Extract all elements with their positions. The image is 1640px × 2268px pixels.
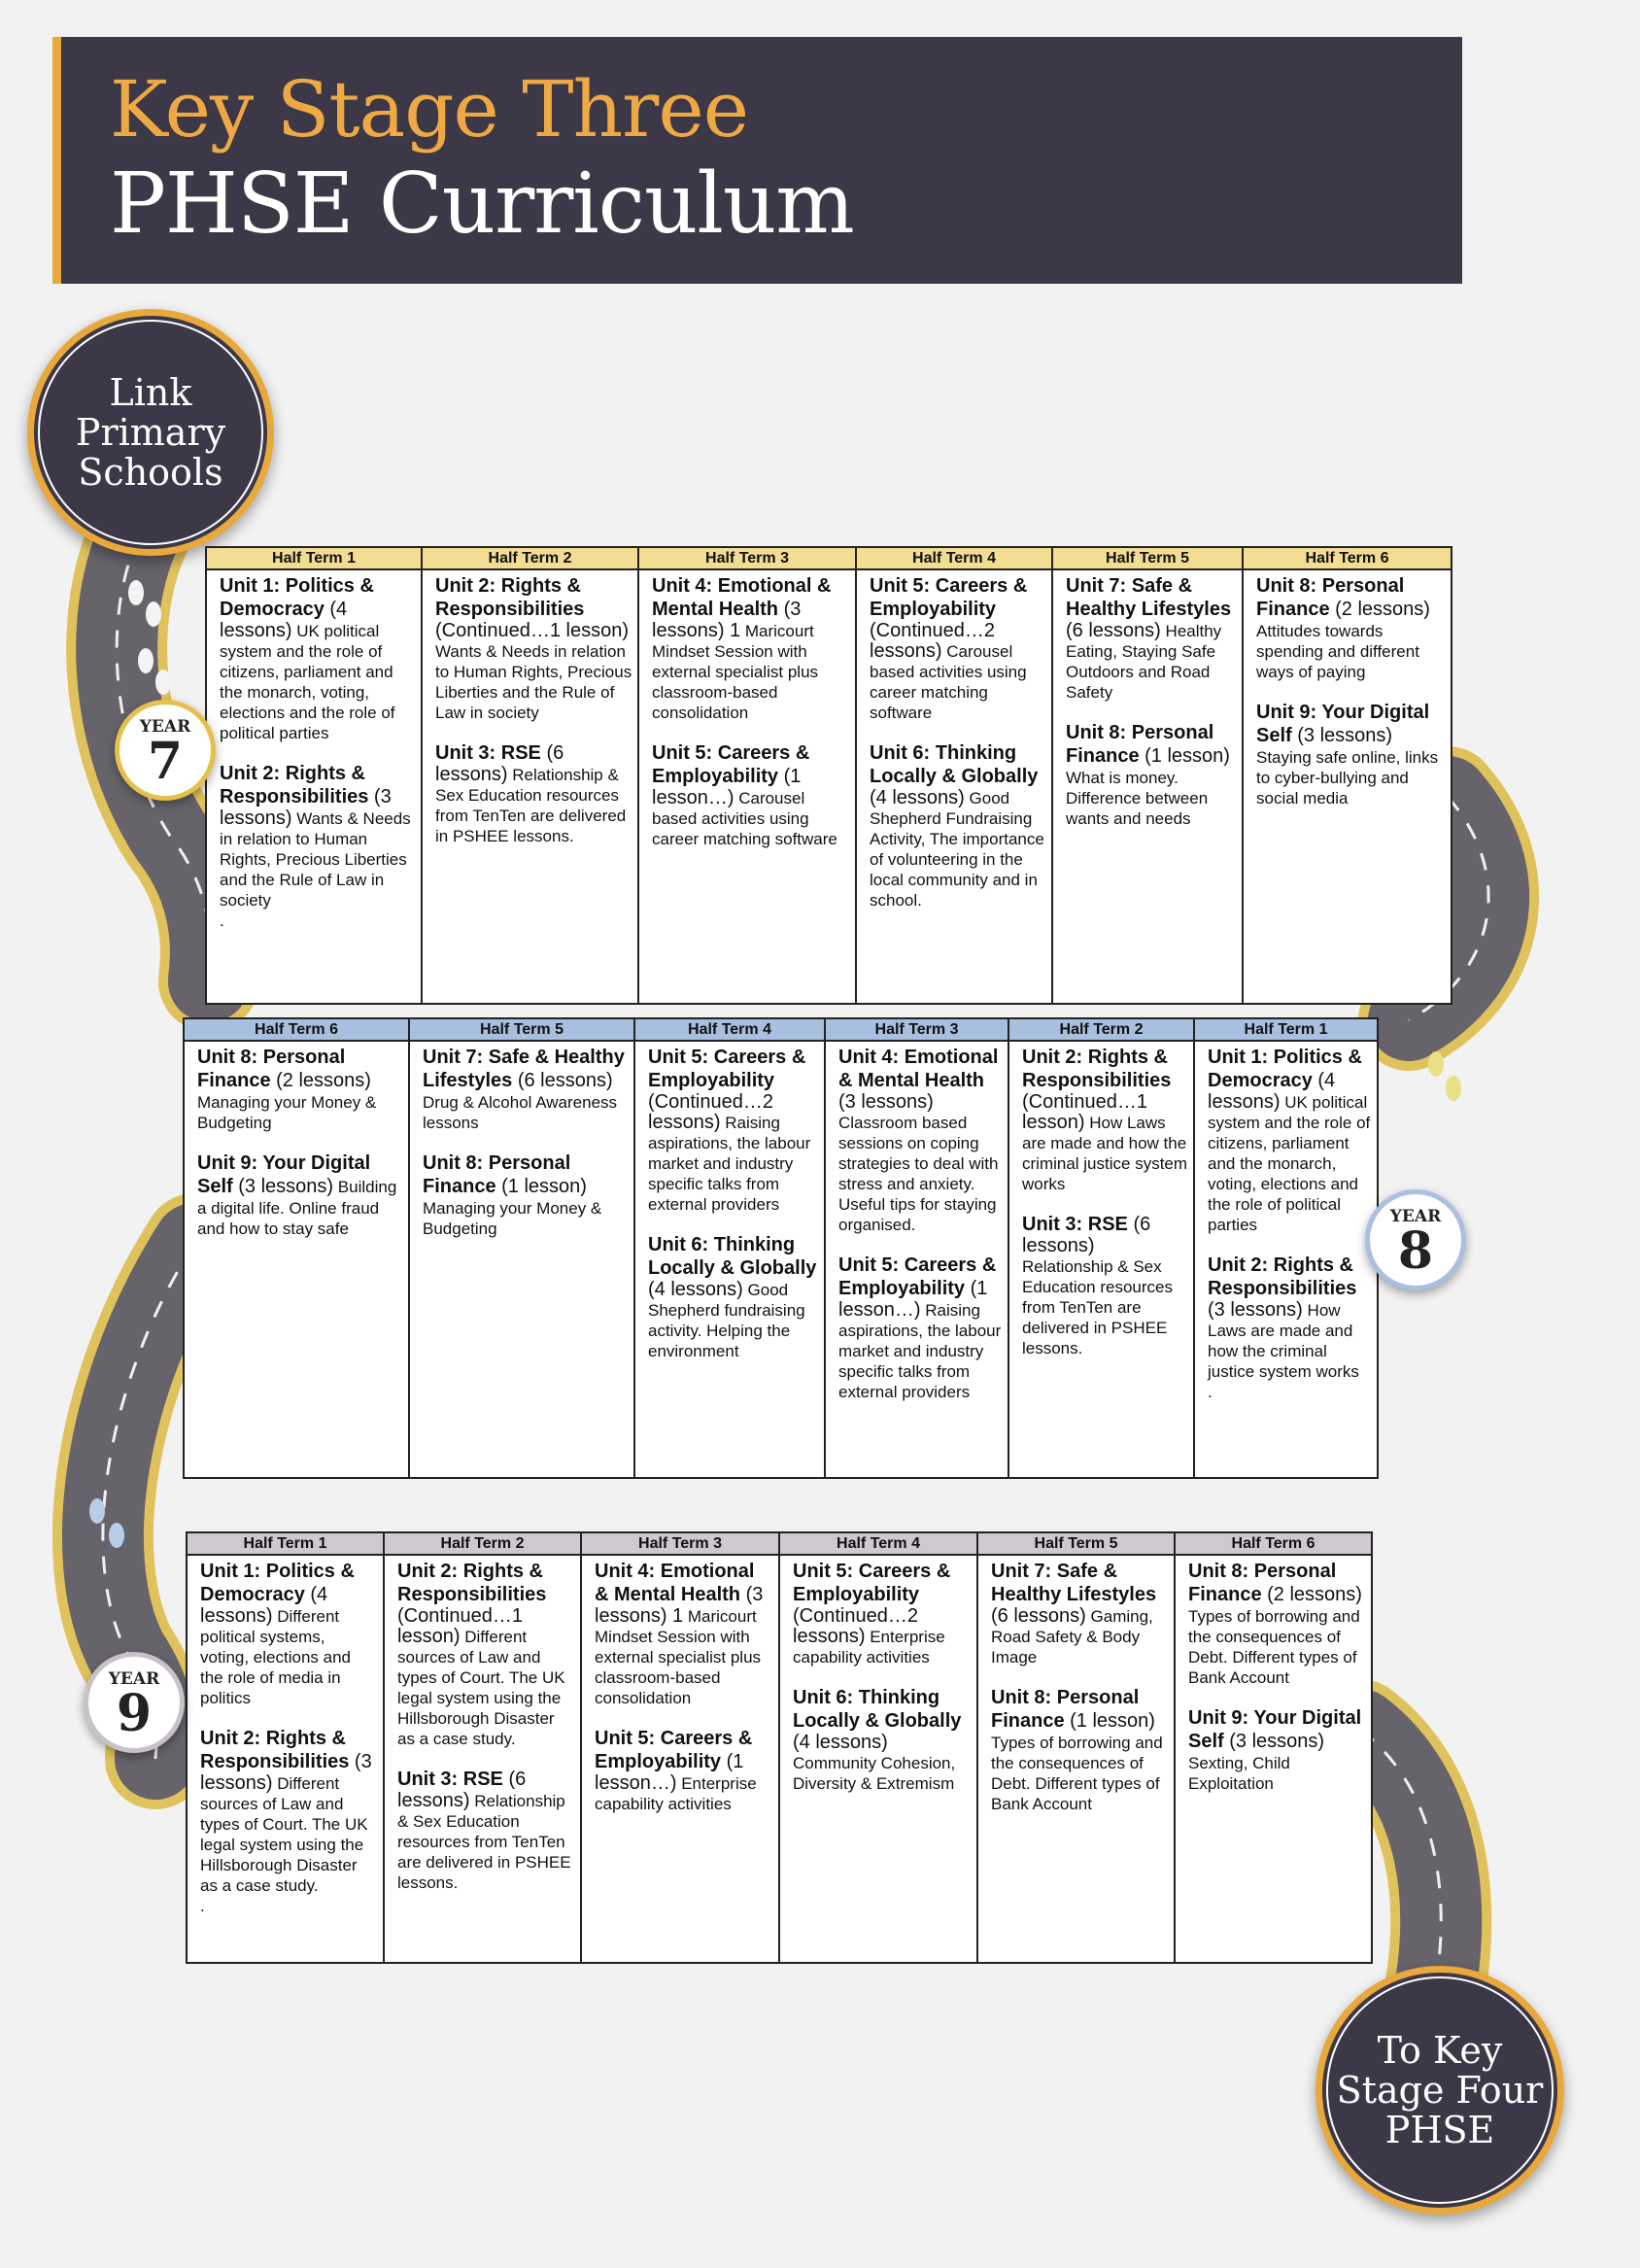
unit-lessons: (4 lessons): [793, 1732, 888, 1753]
unit-lessons: (Continued…1 lesson): [1022, 1091, 1147, 1133]
unit-lessons: (3 lessons): [232, 1176, 334, 1197]
unit-entry: [1188, 1706, 1366, 1794]
unit-title: Unit 2: Rights & Responsibilities: [435, 575, 585, 620]
unit-entry: [838, 1254, 1003, 1402]
unit-lessons: (6 lessons): [512, 1070, 613, 1091]
unit-description: Raising aspirations, the labour market and industry specific talks from external providers: [648, 1114, 811, 1214]
half-term-cell: [638, 569, 856, 1004]
half-term-cell: [1175, 1555, 1372, 1963]
unit-description: Different political systems, voting, elections and the role of media in politics: [200, 1607, 351, 1707]
unit-entry: [423, 1151, 629, 1239]
year-8-table: [183, 1017, 1379, 1479]
unit-entry: [1022, 1213, 1188, 1358]
unit-description: How Laws are made and how the criminal justice system works: [1022, 1114, 1188, 1193]
unit-description: Building a digital life. Online fraud and how to stay safe: [197, 1178, 397, 1238]
unit-title: Unit 9: Your Digital Self: [1256, 702, 1430, 746]
half-term-header: Half Term 3: [638, 547, 856, 569]
unit-entry: [870, 741, 1046, 911]
unit-title: Unit 5: Careers & Employability: [652, 742, 810, 787]
unit-description: Different sources of Law and types of Court. The UK legal system using the Hillsborough Disaster as a case study.: [200, 1774, 368, 1895]
half-term-cell: [409, 1041, 634, 1478]
unit-description: UK political system and the role of citizens, parliament and the monarch, voting, elections and the role of political parties: [220, 622, 395, 742]
unit-entry: [652, 741, 850, 849]
half-term-cell: [825, 1041, 1008, 1478]
half-term-header: Half Term 2: [422, 547, 638, 569]
unit-lessons: (Continued…2 lessons): [870, 620, 995, 662]
footprints-icon: [1428, 1051, 1461, 1101]
unit-title: Unit 8: Personal Finance: [197, 1047, 346, 1091]
unit-description: Gaming, Road Safety & Body Image: [991, 1607, 1153, 1667]
year-9-badge: YEAR 9: [84, 1652, 185, 1753]
year-9-table: [186, 1531, 1373, 1964]
unit-lessons: (6 lessons): [1022, 1214, 1151, 1256]
unit-lessons: (1 lesson…): [838, 1278, 988, 1321]
unit-entry: [397, 1560, 575, 1749]
unit-lessons: (3 lessons): [1291, 725, 1393, 746]
unit-description: Healthy Eating, Staying Safe Outdoors and Road Safety: [1066, 622, 1222, 702]
unit-entry: [1208, 1046, 1372, 1235]
unit-lessons: (3 lessons): [1223, 1731, 1325, 1752]
unit-title: Unit 6: Thinking Locally & Globally: [648, 1234, 817, 1279]
unit-lessons: (2 lessons): [270, 1070, 371, 1091]
unit-description: Types of borrowing and the consequences of Debt. Different types of Bank Account: [1188, 1607, 1360, 1687]
unit-lessons: (4 lessons): [220, 599, 348, 641]
unit-title: Unit 2: Rights & Responsibilities: [200, 1728, 350, 1772]
unit-title: Unit 4: Emotional & Mental Health: [652, 575, 832, 620]
unit-entry: [435, 574, 632, 723]
unit-entry: [595, 1727, 773, 1814]
unit-entry: [220, 574, 416, 743]
unit-entry: [648, 1233, 819, 1361]
unit-lessons: (1 lesson): [1064, 1710, 1155, 1732]
half-term-header: Half Term 4: [856, 547, 1052, 569]
half-term-cell: [1194, 1041, 1378, 1478]
unit-entry: [200, 1727, 378, 1896]
unit-entry: [435, 741, 632, 846]
unit-entry: [1256, 701, 1446, 808]
unit-lessons: (4 lessons): [200, 1584, 328, 1627]
title-line-1: Key Stage Three: [110, 64, 749, 155]
unit-title: Unit 6: Thinking Locally & Globally: [870, 742, 1039, 787]
unit-title: Unit 7: Safe & Healthy Lifestyles: [423, 1047, 625, 1091]
unit-description: Raising aspirations, the labour market and industry specific talks from external providers: [838, 1301, 1002, 1401]
unit-lessons: (Continued…1 lesson): [435, 620, 629, 641]
unit-entry: [220, 911, 416, 931]
unit-entry: [200, 1896, 378, 1916]
unit-description: Carousel based activities using career matching software: [652, 789, 837, 848]
unit-lessons: (3 lessons): [220, 786, 392, 829]
unit-description: Managing your Money & Budgeting: [197, 1093, 377, 1132]
unit-description: Attitudes towards spending and different ways of paying: [1256, 622, 1419, 681]
unit-description: Different sources of Law and types of Court. The UK legal system using the Hillsborough Disaster as a case study.: [397, 1628, 565, 1748]
unit-entry: [793, 1686, 972, 1794]
unit-entry: [197, 1151, 403, 1239]
unit-title: Unit 8: Personal Finance: [423, 1152, 571, 1197]
half-term-header: Half Term 4: [779, 1532, 977, 1555]
unit-entry: [1208, 1382, 1372, 1402]
unit-title: Unit 3: RSE: [397, 1769, 503, 1790]
unit-lessons: (4 lessons): [870, 787, 965, 808]
link-primary-schools-circle: Link Primary Schools: [27, 309, 274, 556]
unit-description: .: [1208, 1383, 1213, 1401]
unit-lessons: (6 lessons): [435, 742, 564, 785]
unit-title: Unit 2: Rights & Responsibilities: [397, 1561, 547, 1605]
unit-title: Unit 5: Careers & Employability: [838, 1254, 997, 1299]
unit-lessons: (4 lessons): [648, 1279, 743, 1300]
half-term-cell: [634, 1041, 825, 1478]
unit-entry: [1022, 1046, 1188, 1194]
half-term-cell: [581, 1555, 779, 1963]
unit-title: Unit 6: Thinking Locally & Globally: [793, 1687, 962, 1732]
unit-lessons: (1 lesson): [495, 1176, 587, 1197]
unit-lessons: (2 lessons): [1261, 1584, 1362, 1605]
unit-entry: [1256, 574, 1446, 682]
unit-description: Drug & Alcohol Awareness lessons: [423, 1093, 618, 1132]
unit-lessons: (3 lessons) 1: [652, 599, 802, 641]
half-term-header: Half Term 6: [184, 1018, 409, 1041]
title-banner: [52, 37, 1462, 284]
half-term-cell: [384, 1555, 581, 1963]
unit-title: Unit 2: Rights & Responsibilities: [220, 763, 369, 808]
unit-title: Unit 5: Careers & Employability: [595, 1728, 753, 1772]
half-term-header: Half Term 3: [825, 1018, 1008, 1041]
unit-description: Good Shepherd fundraising activity. Helping the environment: [648, 1281, 805, 1360]
unit-lessons: (3 lessons): [200, 1751, 372, 1794]
half-term-header: Half Term 1: [1194, 1018, 1378, 1041]
unit-title: Unit 4: Emotional & Mental Health: [595, 1561, 755, 1605]
unit-title: Unit 9: Your Digital Self: [1188, 1707, 1362, 1752]
half-term-cell: [1008, 1041, 1194, 1478]
unit-title: Unit 9: Your Digital Self: [197, 1152, 371, 1197]
unit-description: How Laws are made and how the criminal justice system works: [1208, 1301, 1359, 1381]
unit-entry: [220, 762, 416, 911]
half-term-header: Half Term 5: [409, 1018, 634, 1041]
unit-title: Unit 3: RSE: [1022, 1214, 1128, 1235]
unit-description: UK political system and the role of citizens, parliament and the monarch, voting, elections and the role of political parties: [1208, 1093, 1371, 1234]
unit-lessons: (2 lessons): [1329, 599, 1430, 620]
unit-lessons: (4 lessons): [1208, 1070, 1336, 1113]
half-term-header: Half Term 6: [1175, 1532, 1372, 1555]
unit-title: Unit 1: Politics & Democracy: [200, 1561, 355, 1605]
unit-lessons: (Continued…2 lessons): [793, 1605, 918, 1647]
unit-description: Classroom based sessions on coping strategies to deal with stress and anxiety. Useful tips for staying organised.: [838, 1114, 999, 1234]
unit-entry: [648, 1046, 819, 1215]
unit-description: Maricourt Mindset Session with external specialist plus classroom-based consolidation: [652, 622, 819, 722]
unit-lessons: (6 lessons): [397, 1769, 527, 1811]
unit-title: Unit 1: Politics & Democracy: [220, 575, 374, 620]
half-term-cell: [1243, 569, 1452, 1004]
unit-entry: [652, 574, 850, 723]
unit-entry: [991, 1560, 1169, 1667]
unit-lessons: (1 lesson…): [652, 766, 802, 808]
unit-lessons: (3 lessons) 1: [595, 1584, 764, 1627]
unit-description: Wants & Needs in relation to Human Rights, Precious Liberties and the Rule of Law in society: [220, 809, 411, 910]
unit-description: Sexting, Child Exploitation: [1188, 1754, 1290, 1793]
unit-description: Wants & Needs in relation to Human Rights, Precious Liberties and the Rule of Law in society: [435, 642, 632, 722]
unit-description: .: [220, 911, 224, 930]
unit-description: .: [200, 1897, 205, 1915]
unit-entry: [1208, 1254, 1372, 1382]
half-term-cell: [779, 1555, 977, 1963]
unit-description: Enterprise capability activities: [595, 1774, 757, 1813]
half-term-header: Half Term 1: [187, 1532, 384, 1555]
year-8-badge: YEAR 8: [1365, 1189, 1466, 1290]
half-term-cell: [856, 569, 1052, 1004]
unit-entry: [423, 1046, 629, 1133]
unit-description: Relationship & Sex Education resources from TenTen are delivered in PSHEE lessons.: [435, 766, 627, 845]
unit-lessons: (Continued…1 lesson): [397, 1605, 523, 1647]
unit-entry: [1066, 574, 1237, 703]
unit-entry: [200, 1560, 378, 1708]
half-term-cell: [187, 1555, 384, 1963]
to-key-stage-four-circle: To Key Stage Four PHSE: [1315, 1966, 1564, 2215]
unit-title: Unit 2: Rights & Responsibilities: [1208, 1254, 1357, 1299]
year-7-badge: YEAR 7: [115, 700, 216, 801]
unit-title: Unit 2: Rights & Responsibilities: [1022, 1047, 1172, 1091]
unit-lessons: (3 lessons): [1208, 1299, 1303, 1321]
unit-entry: [1066, 721, 1237, 829]
half-term-header: Half Term 5: [1052, 547, 1243, 569]
unit-title: Unit 5: Careers & Employability: [793, 1561, 951, 1605]
unit-description: Staying safe online, links to cyber-bullying and social media: [1256, 748, 1439, 808]
unit-title: Unit 8: Personal Finance: [1066, 722, 1214, 767]
half-term-cell: [422, 569, 638, 1004]
unit-description: Relationship & Sex Education resources from TenTen are delivered in PSHEE lessons.: [397, 1792, 571, 1892]
unit-title: Unit 8: Personal Finance: [1188, 1561, 1337, 1605]
half-term-header: Half Term 5: [977, 1532, 1175, 1555]
unit-title: Unit 7: Safe & Healthy Lifestyles: [991, 1561, 1157, 1605]
unit-title: Unit 1: Politics & Democracy: [1208, 1047, 1362, 1091]
half-term-header: Half Term 2: [1008, 1018, 1194, 1041]
half-term-cell: [977, 1555, 1175, 1963]
unit-entry: [838, 1046, 1003, 1235]
unit-lessons: (6 lessons): [1066, 620, 1161, 641]
unit-lessons: (3 lessons): [838, 1091, 934, 1113]
unit-description: Managing your Money & Budgeting: [423, 1199, 602, 1238]
unit-description: What is money. Difference between wants and needs: [1066, 769, 1209, 828]
half-term-header: Half Term 1: [206, 547, 422, 569]
unit-description: Enterprise capability activities: [793, 1628, 945, 1667]
unit-entry: [1188, 1560, 1366, 1688]
half-term-cell: [184, 1041, 409, 1478]
unit-description: Community Cohesion, Diversity & Extremism: [793, 1754, 956, 1793]
half-term-header: Half Term 3: [581, 1532, 779, 1555]
half-term-header: Half Term 4: [634, 1018, 825, 1041]
unit-description: Types of borrowing and the consequences of Debt. Different types of Bank Account: [991, 1734, 1163, 1813]
unit-entry: [870, 574, 1046, 723]
year-7-table: [205, 546, 1452, 1005]
unit-entry: [397, 1768, 575, 1893]
half-term-header: Half Term 6: [1243, 547, 1452, 569]
unit-description: Maricourt Mindset Session with external specialist plus classroom-based consolidation: [595, 1607, 762, 1707]
unit-entry: [197, 1046, 403, 1133]
unit-title: Unit 5: Careers & Employability: [870, 575, 1028, 620]
unit-entry: [793, 1560, 972, 1667]
unit-lessons: (1 lesson): [1139, 745, 1230, 767]
unit-entry: [991, 1686, 1169, 1814]
unit-lessons: (Continued…2 lessons): [648, 1091, 773, 1133]
unit-title: Unit 5: Careers & Employability: [648, 1047, 806, 1091]
half-term-cell: [206, 569, 422, 1004]
unit-description: Relationship & Sex Education resources from TenTen are delivered in PSHEE lessons.: [1022, 1257, 1173, 1357]
title-line-2: PHSE Curriculum: [110, 155, 854, 253]
unit-entry: [595, 1560, 773, 1708]
unit-title: Unit 7: Safe & Healthy Lifestyles: [1066, 575, 1232, 620]
unit-title: Unit 8: Personal Finance: [991, 1687, 1140, 1732]
unit-description: Good Shepherd Fundraising Activity, The importance of volunteering in the local community and in school.: [870, 789, 1044, 910]
unit-title: Unit 4: Emotional & Mental Health: [838, 1047, 999, 1091]
unit-lessons: (6 lessons): [991, 1605, 1086, 1627]
unit-lessons: (1 lesson…): [595, 1751, 744, 1794]
unit-title: Unit 8: Personal Finance: [1256, 575, 1405, 620]
half-term-header: Half Term 2: [384, 1532, 581, 1555]
half-term-cell: [1052, 569, 1243, 1004]
unit-description: Carousel based activities using career matching software: [870, 642, 1027, 722]
unit-title: Unit 3: RSE: [435, 742, 541, 764]
